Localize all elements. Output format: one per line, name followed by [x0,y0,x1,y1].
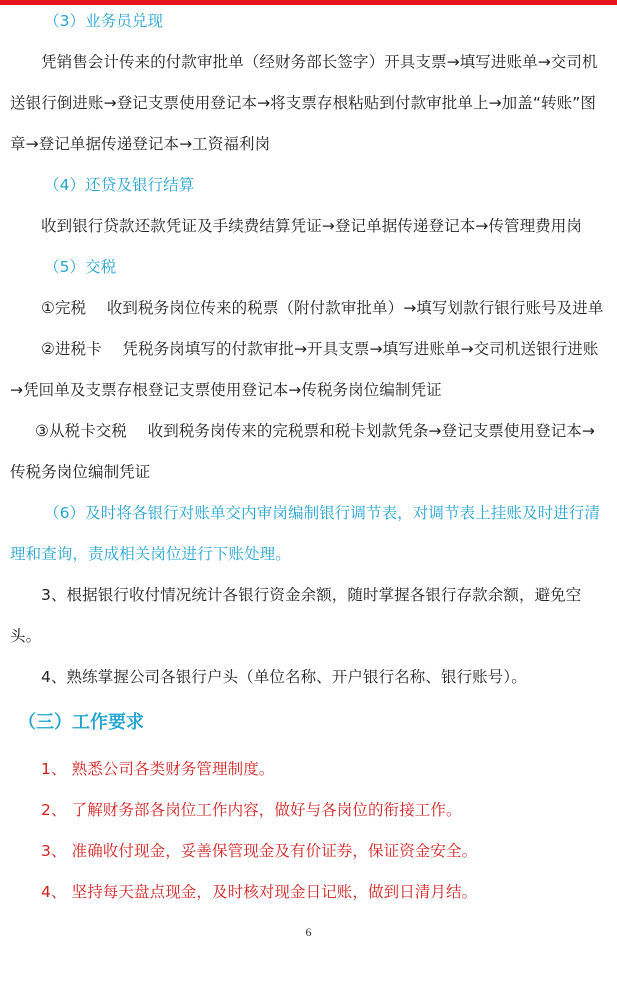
paragraph-salesman-payout: 凭销售会计传来的付款审批单（经财务部长签字）开具支票→填写进账单→交司机送银行倒进账→登记支票使用登记本→将支票存根粘贴到付款审批单上→加盖“转账”图章→登记单据传递登记本→工资福利岗 [10,53,598,153]
requirement-item: 2、 了解财务部各岗位工作内容，做好与各岗位的衔接工作。 [41,801,462,819]
section-title-work-requirements: （三）工作要求 [18,712,144,733]
subheading-loan-settlement: （4）还贷及银行结算 [44,176,195,194]
paragraph-tax-card-in: ②进税卡 凭税务岗填写的付款审批→开具支票→填写进账单→交司机送银行进账→凭回单及支票存根登记支票使用登记本→传税务岗位编制凭证 [10,340,599,399]
subheading-salesman-payout: （3）业务员兑现 [44,12,164,30]
requirement-item: 4、 坚持每天盘点现金，及时核对现金日记账，做到日清月结。 [41,883,478,901]
paragraph-bank-accounts: 4、熟练掌握公司各银行户头（单位名称、开户银行名称、银行账号）。 [41,668,527,686]
requirements-list [10,749,610,913]
document-body [10,1,610,698]
paragraph-bank-balance: 3、根据银行收付情况统计各银行资金余额，随时掌握各银行存款余额，避免空头。 [10,586,582,645]
paragraph-tax-paid: ①完税 收到税务岗位传来的税票（附付款审批单）→填写划款行银行账号及进单 [41,299,604,317]
requirement-item: 1、 熟悉公司各类财务管理制度。 [41,760,275,778]
subheading-tax: （5）交税 [44,258,117,276]
requirement-item: 3、 准确收付现金，妥善保管现金及有价证券，保证资金安全。 [41,842,478,860]
page-number: 6 [305,925,312,939]
paragraph-loan-settlement: 收到银行贷款还款凭证及手续费结算凭证→登记单据传递登记本→传管理费用岗 [41,217,582,235]
paragraph-bank-reconciliation: （6）及时将各银行对账单交内审岗编制银行调节表，对调节表上挂账及时进行清理和查询，责成相关岗位进行下账处理。 [10,504,600,563]
paragraph-tax-card-pay: ③从税卡交税 收到税务岗传来的完税票和税卡划款凭条→登记支票使用登记本→传税务岗位编制凭证 [10,422,595,481]
